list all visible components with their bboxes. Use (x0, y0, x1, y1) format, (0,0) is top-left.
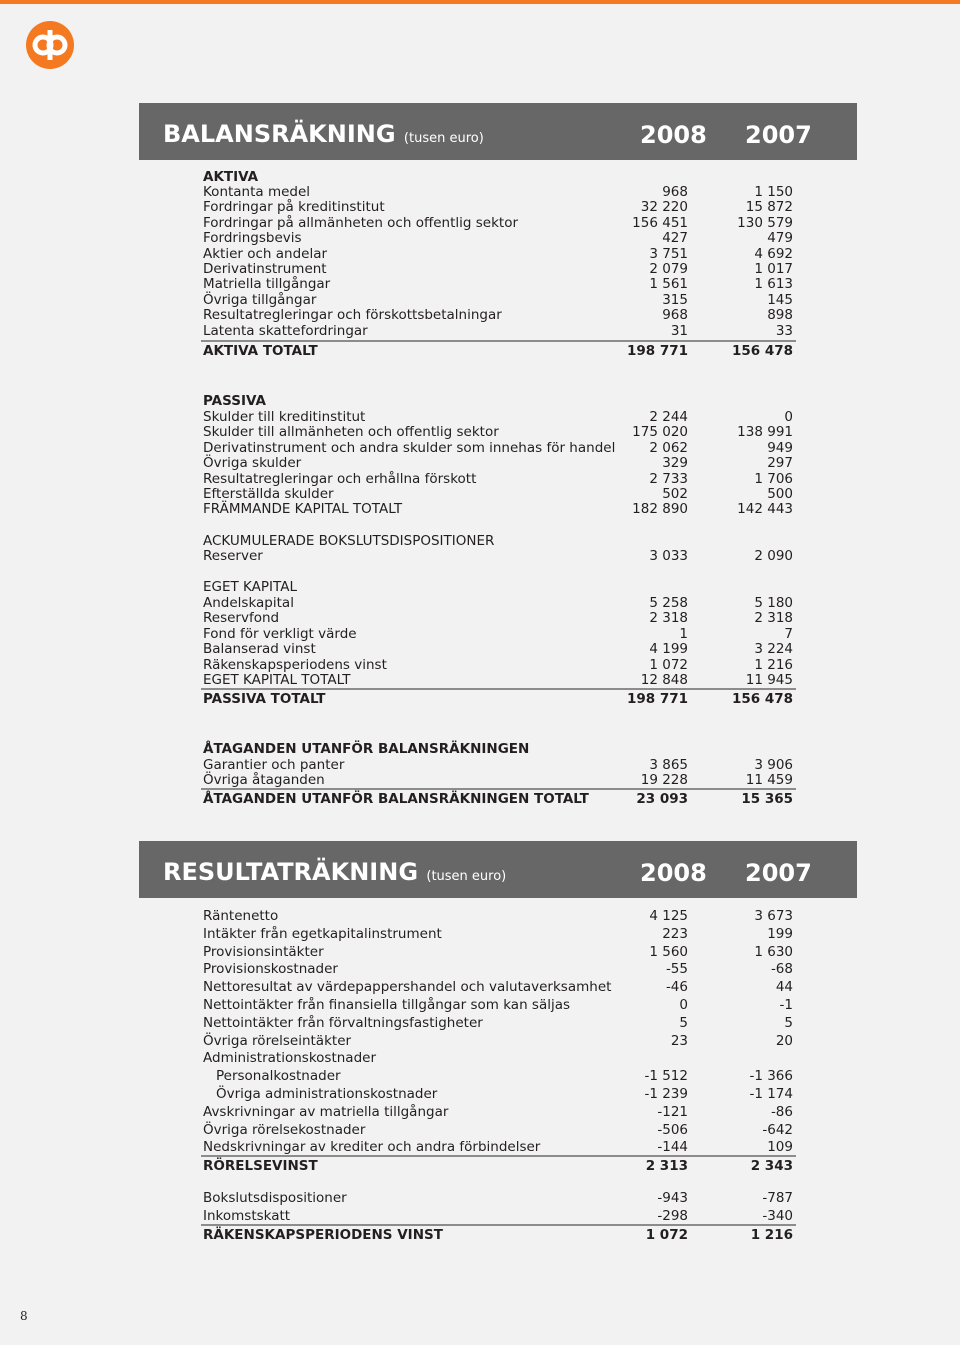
section-heading-label: PASSIVA (203, 393, 266, 409)
row-label: Nettointäkter från förvaltningsfastigheter (203, 1014, 483, 1031)
value-2008: 2 733 (649, 470, 688, 487)
value-2008: 1 072 (645, 1227, 688, 1243)
row-label: AKTIVA TOTALT (203, 343, 318, 359)
table-row (203, 595, 798, 611)
row-label: RÄKENSKAPSPERIODENS VINST (203, 1227, 443, 1243)
value-2008: 4 199 (649, 641, 688, 658)
table-row (203, 471, 798, 487)
value-2008: 3 751 (649, 245, 688, 262)
value-2007: 7 (784, 625, 793, 642)
value-2008: -121 (657, 1103, 688, 1120)
row-label: Övriga rörelseintäkter (203, 1032, 352, 1049)
balance-sheet-banner (139, 103, 857, 160)
table-row (203, 548, 798, 564)
row-label: Övriga åtaganden (203, 772, 325, 789)
value-2008: 175 020 (632, 424, 688, 441)
value-2007: 500 (767, 486, 793, 502)
row-label: Aktier och andelar (203, 245, 328, 262)
row-label: Fordringar på kreditinstitut (203, 199, 385, 216)
value-2008: 198 771 (626, 691, 688, 707)
top-accent-bar (0, 0, 960, 4)
row-label: Provisionsintäkter (203, 943, 324, 960)
row-label: Räkenskapsperiodens vinst (203, 656, 387, 673)
table-row (203, 261, 798, 277)
row-label: Matriella tillgångar (203, 276, 331, 293)
table-row (203, 610, 798, 626)
value-2007: 109 (767, 1139, 793, 1156)
value-2007: 1 613 (754, 276, 793, 293)
value-2008: 1 072 (649, 656, 688, 673)
balance-sheet-unit: (tusen euro) (403, 131, 484, 146)
table-row (203, 1033, 798, 1049)
table-row (203, 199, 798, 215)
row-label: Administrationskostnader (203, 1050, 376, 1067)
value-2007: 2 343 (750, 1158, 793, 1174)
row-label: Övriga skulder (203, 455, 302, 472)
value-2008: 329 (662, 455, 688, 472)
table-row (203, 276, 798, 292)
table-row (203, 323, 798, 339)
value-2008: 4 125 (649, 908, 688, 924)
value-2008: 12 848 (640, 672, 688, 688)
value-2007: 156 478 (731, 343, 793, 359)
value-2008: 315 (662, 291, 688, 308)
row-label: Derivatinstrument och andra skulder som innehas för handel (203, 439, 616, 456)
page-number: 8 (20, 1309, 28, 1323)
value-2008: 427 (662, 230, 688, 247)
table-row (203, 440, 798, 456)
value-2007: 949 (767, 439, 793, 456)
row-label: Fond för verkligt värde (203, 625, 357, 642)
row-label: Resultatregleringar och erhållna förskott (203, 470, 477, 487)
table-row (203, 292, 798, 308)
value-2008: 3 033 (649, 548, 688, 564)
row-label: Personalkostnader (216, 1068, 341, 1085)
row-label: ÅTAGANDEN UTANFÖR BALANSRÄKNINGEN TOTALT (203, 791, 589, 807)
value-2008: 156 451 (632, 214, 688, 231)
value-2007: 33 (775, 322, 793, 339)
value-2008: 0 (679, 997, 688, 1013)
value-2007: 479 (767, 230, 793, 247)
value-2008: 1 560 (649, 943, 688, 960)
row-label: Derivatinstrument (203, 261, 327, 277)
total-row (203, 343, 798, 359)
year-2008-header: 2008 (640, 859, 707, 887)
value-2008: -943 (657, 1190, 688, 1206)
year-2007-header: 2007 (745, 121, 812, 149)
row-label: Fordringsbevis (203, 230, 302, 247)
income-statement-unit: (tusen euro) (426, 869, 507, 884)
value-2008: 31 (670, 322, 688, 339)
value-2007: 142 443 (737, 501, 793, 518)
value-2007: 5 (784, 1014, 793, 1031)
row-label: Räntenetto (203, 908, 279, 924)
income-statement-title: RESULTATRÄKNING (tusen euro) (163, 858, 507, 886)
table-row (203, 1190, 798, 1206)
value-2007: 138 991 (737, 424, 793, 441)
value-2007: 297 (767, 455, 793, 472)
value-2008: 1 (679, 625, 688, 642)
value-2007: -86 (770, 1103, 793, 1120)
divider-line (201, 340, 796, 342)
row-label: Latenta skattefordringar (203, 322, 368, 339)
value-2007: -1 (779, 997, 793, 1013)
year-2008-header: 2008 (640, 121, 707, 149)
value-2007: 11 459 (745, 772, 793, 789)
row-label: EGET KAPITAL TOTALT (203, 672, 351, 688)
year-2007-header: 2007 (745, 859, 812, 887)
value-2007: 20 (775, 1032, 793, 1049)
table-row (203, 1068, 798, 1084)
section-heading (203, 533, 798, 549)
table-row (203, 772, 798, 788)
row-label: Nettointäkter från finansiella tillgångar som kan säljas (203, 997, 571, 1013)
value-2008: 2 079 (649, 261, 688, 277)
table-row (203, 641, 798, 657)
value-2007: 1 150 (754, 184, 793, 200)
income-statement-banner (139, 841, 857, 898)
value-2007: 11 945 (745, 672, 793, 688)
value-2008: 968 (662, 184, 688, 200)
row-label: Fordringar på allmänheten och offentlig sektor (203, 214, 519, 231)
row-label: Avskrivningar av matriella tillgångar (203, 1103, 449, 1120)
table-row (203, 961, 798, 977)
value-2007: 44 (775, 979, 793, 996)
divider-line (201, 1155, 796, 1157)
section-heading (203, 393, 798, 409)
table-row (203, 626, 798, 642)
value-2008: -55 (665, 961, 688, 978)
value-2007: 156 478 (731, 691, 793, 707)
row-label: Garantier och panter (203, 757, 345, 773)
table-row (203, 307, 798, 323)
table-row (203, 944, 798, 960)
row-label: Nedskrivningar av krediter och andra förbindelser (203, 1139, 541, 1156)
value-2007: 1 630 (754, 943, 793, 960)
divider-line (201, 788, 796, 790)
value-2007: -642 (762, 1121, 793, 1138)
row-label: Andelskapital (203, 595, 294, 611)
value-2008: 1 561 (649, 276, 688, 293)
value-2008: 2 244 (649, 409, 688, 425)
total-row (203, 1158, 798, 1174)
value-2007: -1 366 (749, 1068, 793, 1085)
row-label: Reserver (203, 548, 263, 564)
row-label: Nettoresultat av värdepappershandel och valutaverksamhet (203, 979, 612, 996)
row-label: Resultatregleringar och förskottsbetalningar (203, 307, 502, 324)
row-label: Provisionskostnader (203, 961, 338, 978)
value-2007: 0 (784, 409, 793, 425)
value-2008: 223 (662, 925, 688, 942)
section-heading (203, 579, 798, 595)
table-row (203, 246, 798, 262)
table-row (203, 184, 798, 200)
value-2008: 182 890 (632, 501, 688, 518)
value-2008: -1 512 (644, 1068, 688, 1085)
value-2007: 2 090 (754, 548, 793, 564)
value-2007: -787 (762, 1190, 793, 1206)
value-2007: 3 906 (754, 757, 793, 773)
table-row (203, 486, 798, 502)
table-row (203, 424, 798, 440)
value-2007: 1 216 (754, 656, 793, 673)
table-row (203, 997, 798, 1013)
row-label: Balanserad vinst (203, 641, 316, 658)
row-label: Övriga rörelsekostnader (203, 1121, 366, 1138)
row-label: RÖRELSEVINST (203, 1158, 318, 1174)
value-2008: 19 228 (640, 772, 688, 789)
value-2008: 2 313 (645, 1158, 688, 1174)
value-2007: 1 017 (754, 261, 793, 277)
value-2007: 130 579 (737, 214, 793, 231)
op-logo-icon (26, 21, 74, 69)
table-row (203, 757, 798, 773)
section-heading (203, 741, 798, 757)
table-row (203, 979, 798, 995)
table-row (203, 455, 798, 471)
value-2007: 1 706 (754, 470, 793, 487)
table-row (203, 215, 798, 231)
row-label: Efterställda skulder (203, 486, 334, 502)
row-label: FRÄMMANDE KAPITAL TOTALT (203, 501, 403, 518)
row-label: PASSIVA TOTALT (203, 691, 326, 707)
table-row (203, 926, 798, 942)
divider-line (201, 1224, 796, 1226)
table-row (203, 1122, 798, 1138)
value-2008: 198 771 (626, 343, 688, 359)
value-2007: 15 365 (741, 791, 793, 807)
table-row (203, 1139, 798, 1155)
value-2008: 502 (662, 486, 688, 502)
table-row (203, 908, 798, 924)
balance-sheet-title: BALANSRÄKNING (tusen euro) (163, 120, 484, 148)
row-label: Övriga administrationskostnader (216, 1086, 438, 1102)
table-row (203, 657, 798, 673)
value-2007: 4 692 (754, 245, 793, 262)
value-2007: 3 224 (754, 641, 793, 658)
value-2008: -144 (657, 1139, 688, 1156)
table-row (203, 409, 798, 425)
value-2007: 145 (767, 291, 793, 308)
section-heading-label: EGET KAPITAL (203, 579, 297, 595)
table-row (203, 1208, 798, 1224)
value-2008: 23 093 (636, 791, 688, 807)
value-2007: 2 318 (754, 610, 793, 627)
value-2007: 15 872 (745, 199, 793, 216)
row-label: Reservfond (203, 610, 280, 627)
row-label: Bokslutsdispositioner (203, 1190, 347, 1206)
value-2008: 2 318 (649, 610, 688, 627)
value-2007: 3 673 (754, 908, 793, 924)
row-label: Intäkter från egetkapitalinstrument (203, 925, 442, 942)
value-2007: 1 216 (750, 1227, 793, 1243)
value-2008: -298 (657, 1207, 688, 1224)
value-2007: -68 (770, 961, 793, 978)
table-row (203, 501, 798, 517)
value-2008: 32 220 (640, 199, 688, 216)
value-2008: 3 865 (649, 757, 688, 773)
value-2008: -506 (657, 1121, 688, 1138)
total-row (203, 691, 798, 707)
value-2007: 5 180 (754, 595, 793, 611)
row-label: Övriga tillgångar (203, 291, 317, 308)
value-2008: 2 062 (649, 439, 688, 456)
section-heading-label: ÅTAGANDEN UTANFÖR BALANSRÄKNINGEN (203, 741, 530, 757)
value-2008: 5 (679, 1014, 688, 1031)
value-2007: 199 (767, 925, 793, 942)
row-label: Skulder till kreditinstitut (203, 409, 366, 425)
value-2008: -1 239 (644, 1086, 688, 1102)
table-row (203, 1015, 798, 1031)
divider-line (201, 688, 796, 690)
table-row (203, 672, 798, 688)
value-2008: 23 (670, 1032, 688, 1049)
value-2008: 968 (662, 307, 688, 324)
row-label: Inkomstskatt (203, 1207, 291, 1224)
section-heading-label: AKTIVA (203, 169, 259, 185)
row-label: Skulder till allmänheten och offentlig sektor (203, 424, 499, 441)
value-2007: -340 (762, 1207, 793, 1224)
table-row (203, 1050, 798, 1066)
value-2008: 5 258 (649, 595, 688, 611)
value-2008: -46 (665, 979, 688, 996)
table-row (203, 230, 798, 246)
table-row (203, 1104, 798, 1120)
section-heading-label: ACKUMULERADE BOKSLUTSDISPOSITIONER (203, 533, 495, 549)
value-2007: -1 174 (749, 1086, 793, 1102)
total-row (203, 791, 798, 807)
total-row (203, 1227, 798, 1243)
value-2007: 898 (767, 307, 793, 324)
row-label: Kontanta medel (203, 184, 311, 200)
table-row (203, 1086, 798, 1102)
section-heading (203, 169, 798, 185)
